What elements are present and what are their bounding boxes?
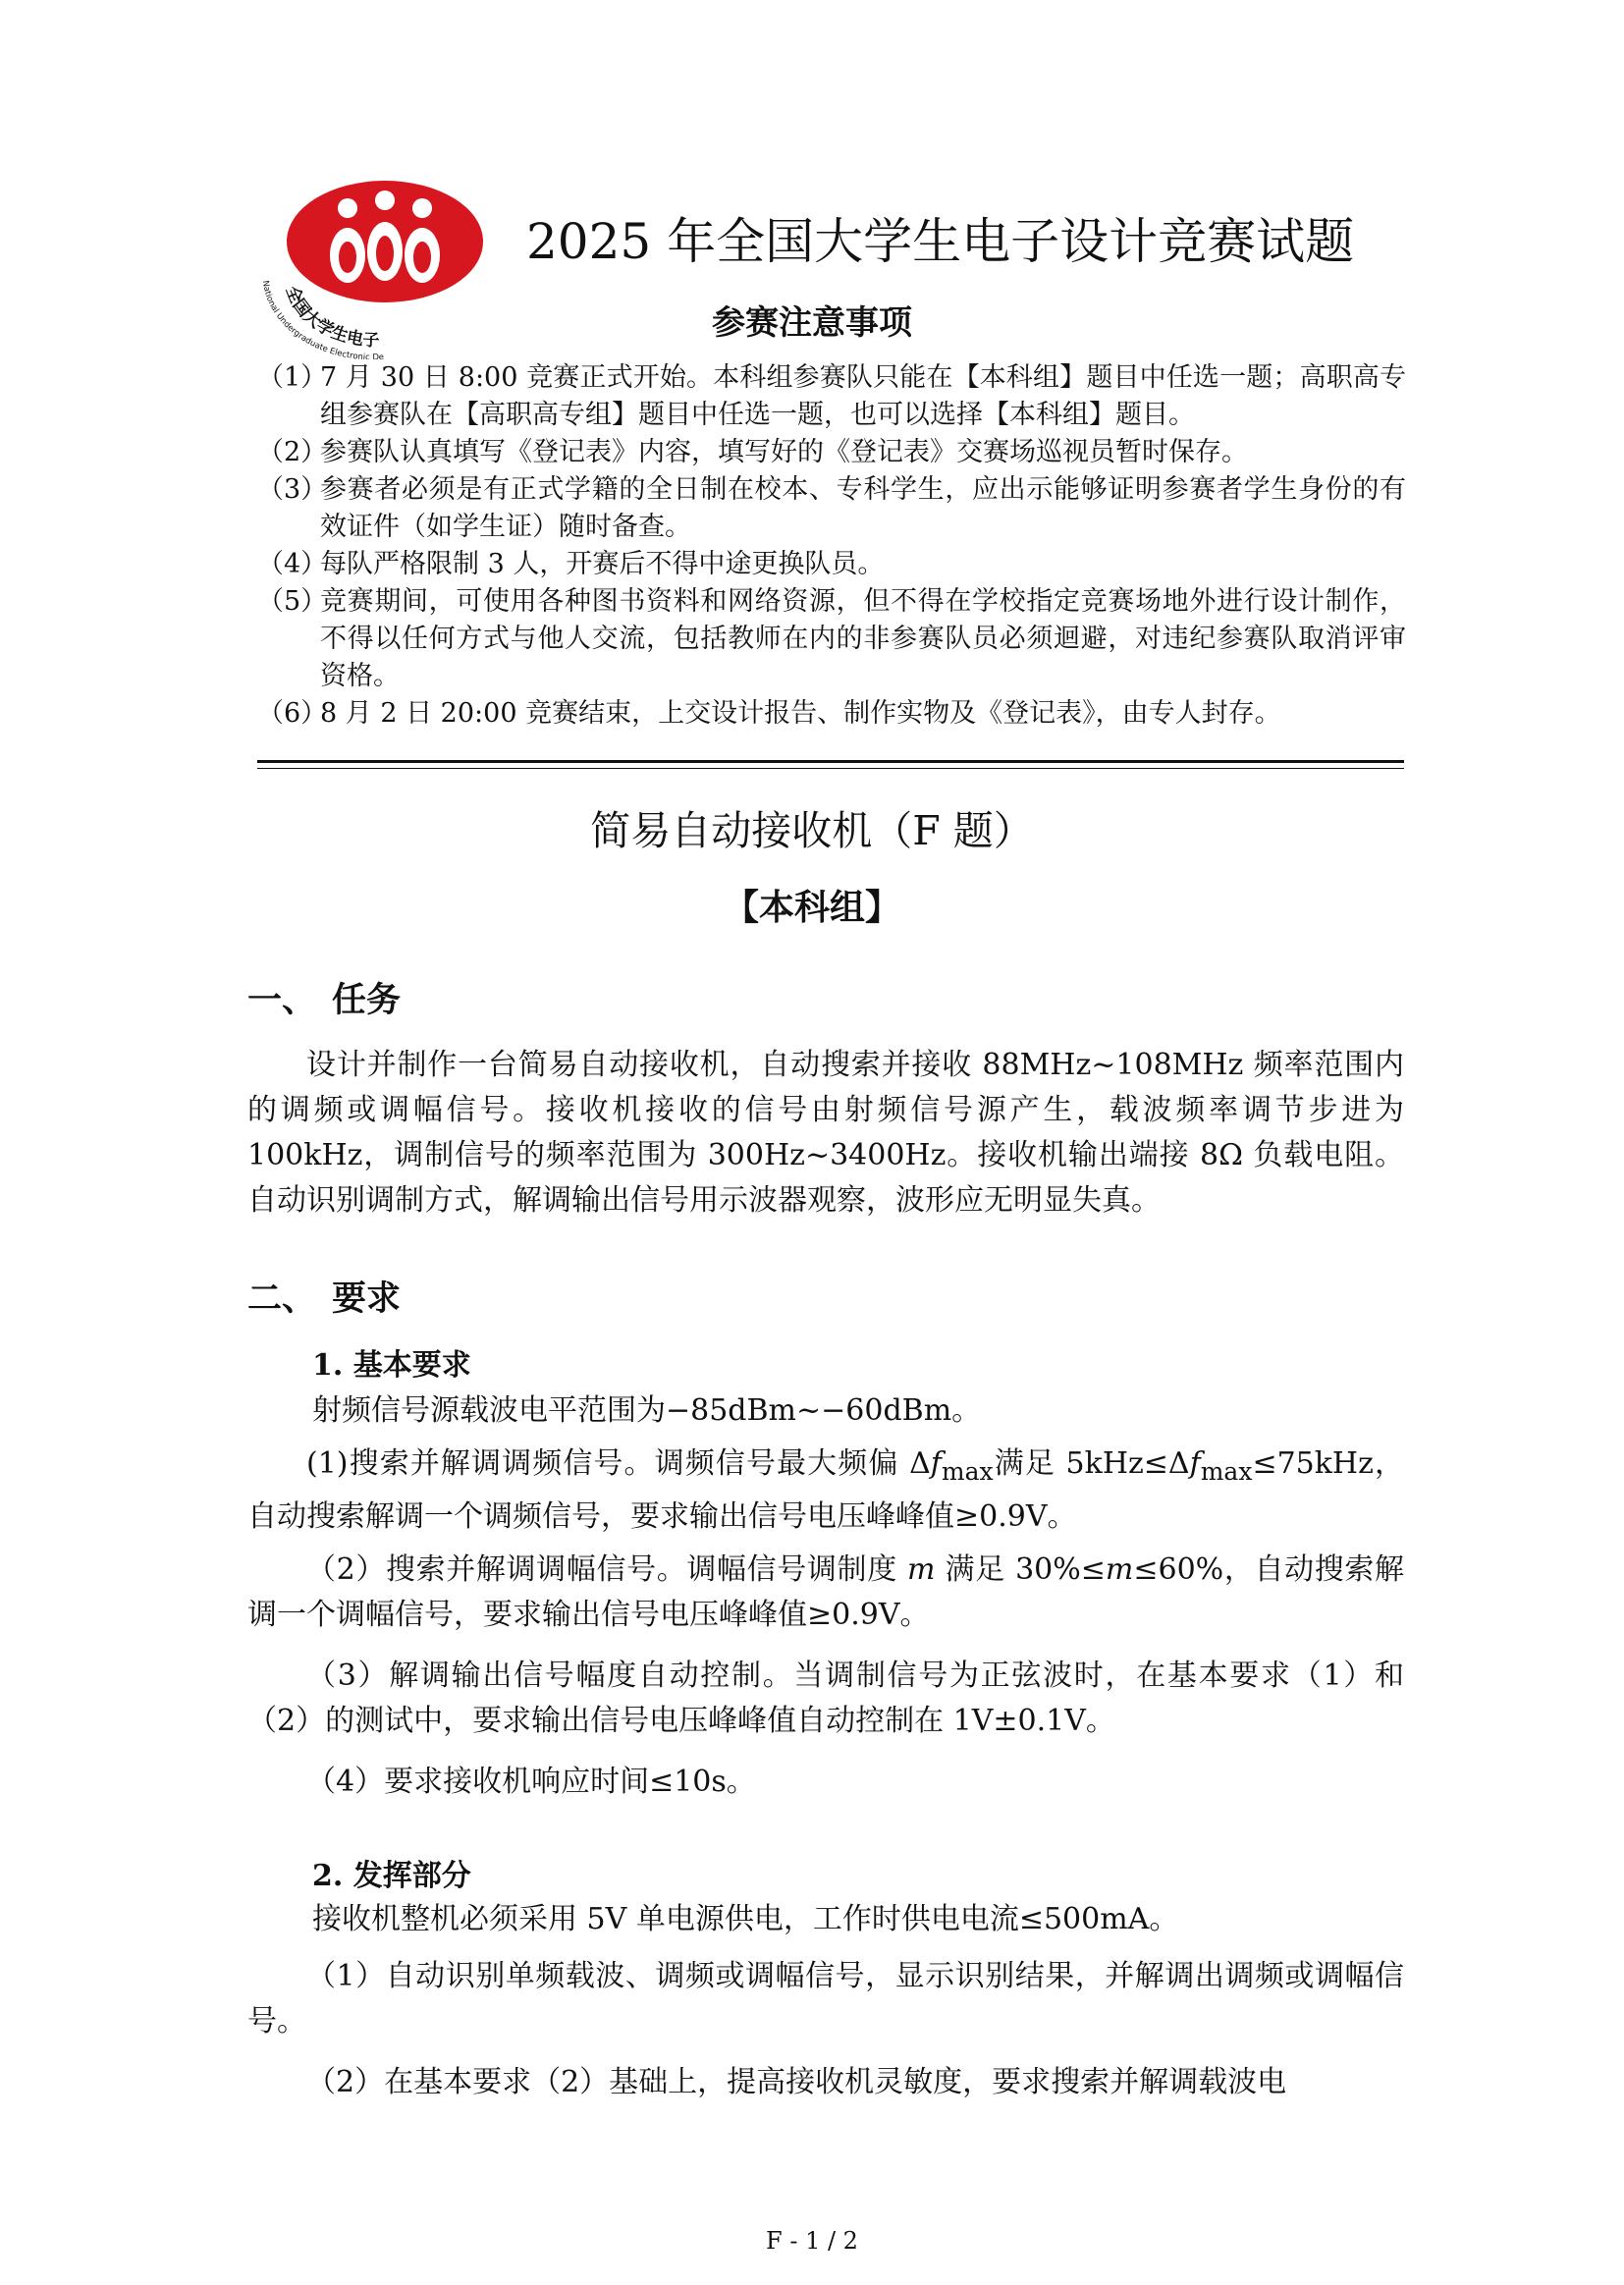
section-heading-task — [247, 976, 401, 1025]
symbol-m: m — [1105, 1552, 1134, 1587]
section-divider-thick — [257, 760, 1404, 763]
subscript-max: max — [1200, 1457, 1253, 1486]
symbol-f: f — [930, 1446, 942, 1481]
notice-text: 参赛者必须是有正式学籍的全日制在校本、专科学生，应出示能够证明参赛者学生身份的有效证件（如学生证）随时备查。 — [320, 474, 1406, 542]
notice-text: 7 月 30 日 8:00 竞赛正式开始。本科组参赛队只能在【本科组】题目中任选一题；高职高专组参赛队在【高职高专组】题目中任选一题，也可以选择【本科组】题目。 — [320, 362, 1406, 430]
basic-item-1-part-a: (1)搜索并解调调频信号。调频信号最大频偏 Δ — [306, 1446, 931, 1481]
problem-title: 简易自动接收机（F 题） — [590, 807, 1034, 854]
notice-text: 参赛队认真填写《登记表》内容，填写好的《登记表》交赛场巡视员暂时保存。 — [320, 437, 1248, 467]
exam-title: 2025 年全国大学生电子设计竞赛试题 — [526, 213, 1355, 270]
notice-item — [257, 471, 1406, 546]
notice-number: （3） — [257, 474, 328, 505]
extended-item-2: （2）在基本要求（2）基础上，提高接收机灵敏度，要求搜索并解调载波电 — [306, 2065, 1287, 2099]
extended-requirements-heading: 2. 发挥部分 — [312, 1859, 471, 1893]
notice-item — [257, 583, 1406, 695]
group-title: 【本科组】 — [723, 888, 900, 928]
basic-item-2-part-c: ≤60%，自动搜索解调一个调幅信号，要求输出信号电压峰峰值≥0.9V。 — [247, 1552, 1404, 1632]
basic-item-2-part-b: 满足 30%≤ — [935, 1552, 1106, 1587]
task-paragraph: 设计并制作一台简易自动接收机，自动搜索并接收 88MHz~108MHz 频率范围内的调频或调幅信号。接收机接收的信号由射频信号源产生，载波频率调节步进为 100kHz，调制信号的频率范围为 300Hz~3400Hz。接收机输出端接 8Ω 负载电阻。自动识别调制方式，解调输出信号用示波器观察，波形应无明显失真。 — [247, 1048, 1404, 1218]
notice-number: （6） — [257, 698, 328, 729]
page-number: F - 1 / 2 — [766, 2227, 858, 2255]
basic-item-1-part-c: ≤75kHz，自动搜索解调一个调频信号，要求输出信号电压峰峰值≥0.9V。 — [247, 1446, 1404, 1534]
section-title: 要求 — [332, 1279, 402, 1319]
notice-text: 竞赛期间，可使用各种图书资料和网络资源，但不得在学校指定竞赛场地外进行设计制作，不得以任何方式与他人交流，包括教师在内的非参赛队员必须迴避，对违纪参赛队取消评审资格。 — [320, 586, 1406, 691]
symbol-m: m — [907, 1552, 936, 1587]
basic-item-2-part-a: （2）搜索并解调调幅信号。调幅信号调制度 — [306, 1552, 908, 1587]
notice-number: （2） — [257, 437, 328, 467]
extended-intro: 接收机整机必须采用 5V 单电源供电，工作时供电电流≤500mA。 — [312, 1902, 1179, 1936]
basic-intro: 射频信号源载波电平范围为−85dBm~−60dBm。 — [312, 1393, 982, 1428]
basic-item-1-part-b: 满足 5kHz≤Δ — [993, 1446, 1190, 1481]
section-number: 一、 — [247, 981, 317, 1020]
logo-cn-text: 全国大学生电子 — [281, 283, 380, 352]
notice-number: （4） — [257, 549, 328, 579]
notice-list — [257, 359, 1406, 733]
basic-item-3: （3）解调输出信号幅度自动控制。当调制信号为正弦波时，在基本要求（1）和（2）的测试中，要求输出信号电压峰峰值自动控制在 1V±0.1V。 — [247, 1659, 1404, 1738]
symbol-f: f — [1189, 1446, 1201, 1481]
extended-item-1: （1）自动识别单频载波、调频或调幅信号，显示识别结果，并解调出调频或调幅信号。 — [247, 1959, 1404, 2039]
section-divider-thin — [257, 768, 1404, 769]
section-number: 二、 — [247, 1279, 317, 1319]
logo-en-text: National Undergraduate Electronic De — [259, 280, 385, 359]
notice-title: 参赛注意事项 — [712, 303, 912, 343]
basic-item-1 — [247, 1442, 1404, 1540]
notice-text: 8 月 2 日 20:00 竞赛结束，上交设计报告、制作实物及《登记表》，由专人封存。 — [320, 698, 1281, 729]
subscript-max: max — [941, 1457, 994, 1486]
notice-number: （5） — [257, 586, 328, 617]
notice-item — [257, 359, 1406, 434]
notice-number: （1） — [257, 362, 328, 393]
notice-item — [257, 695, 1406, 733]
notice-text: 每队严格限制 3 人，开赛后不得中途更换队员。 — [320, 549, 885, 579]
section-title: 任务 — [332, 981, 402, 1020]
basic-requirements-heading: 1. 基本要求 — [312, 1348, 471, 1383]
notice-item — [257, 434, 1406, 471]
basic-item-4: （4）要求接收机响应时间≤10s。 — [306, 1765, 756, 1799]
section-heading-requirements — [247, 1275, 401, 1324]
notice-item — [257, 546, 1406, 583]
basic-item-2 — [247, 1548, 1404, 1638]
